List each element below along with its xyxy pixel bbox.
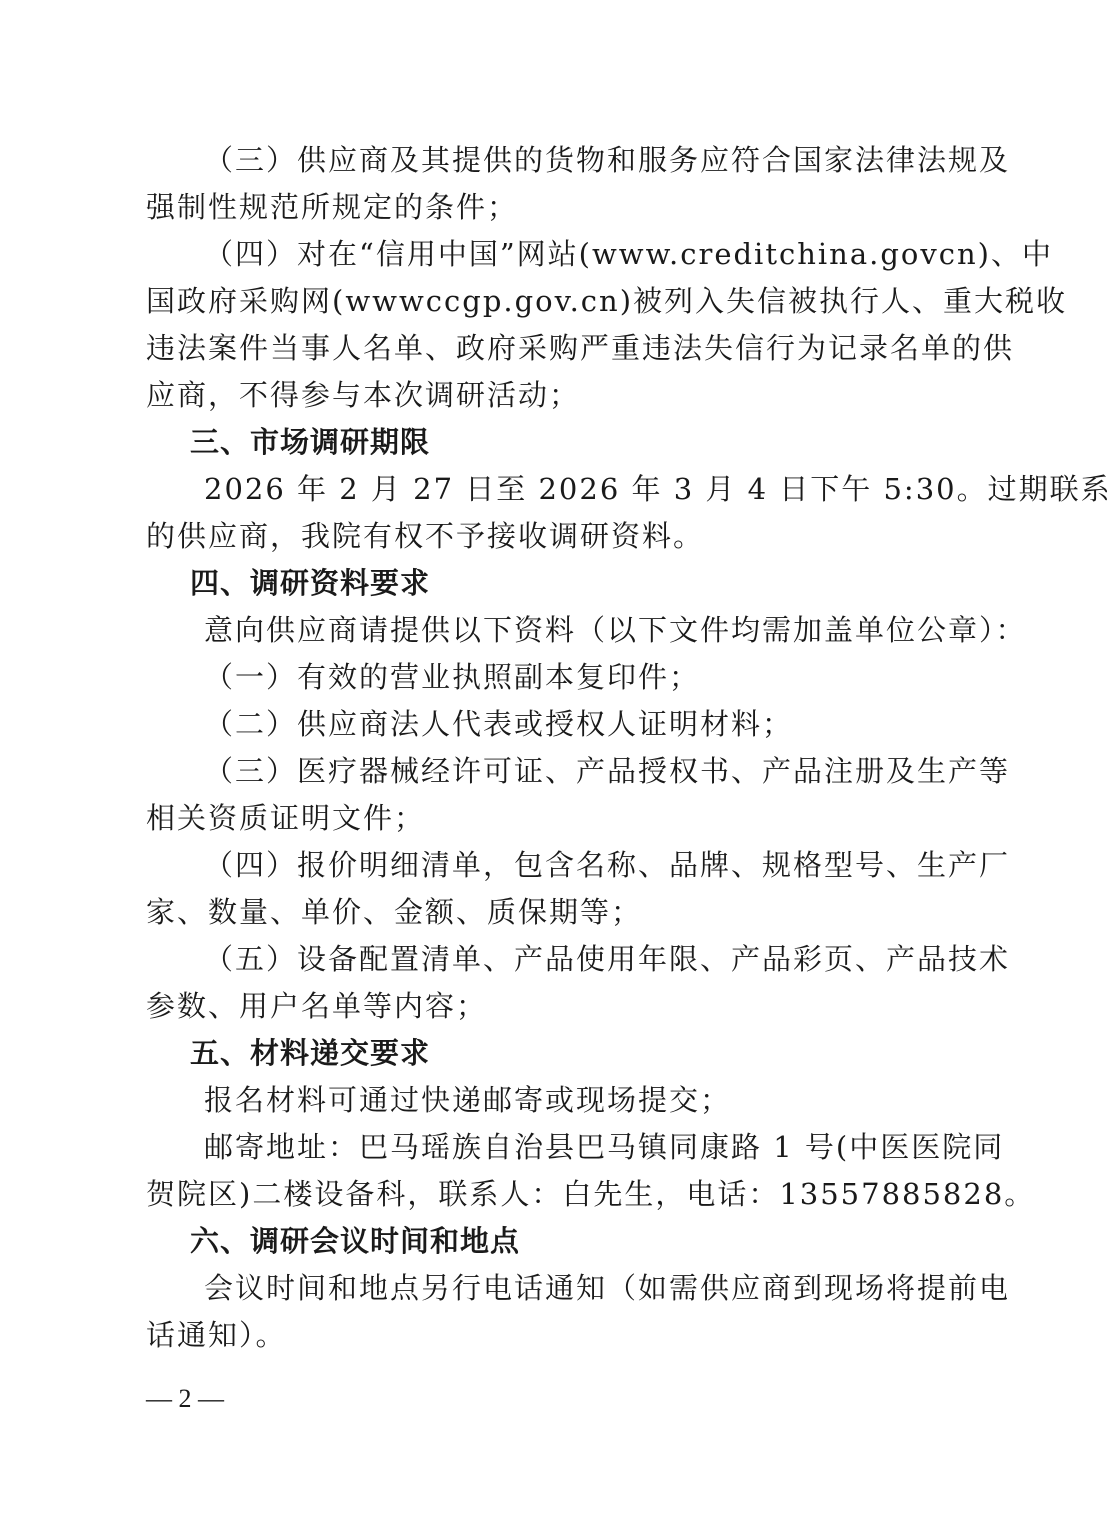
section-heading: 六、调研会议时间和地点 xyxy=(190,1224,521,1258)
paragraph-line: 家、数量、单价、金额、质保期等； xyxy=(146,895,643,929)
paragraph-line: 国政府采购网(wwwccgp.gov.cn)被列入失信被执行人、重大税收 xyxy=(146,284,1068,318)
paragraph-line: 会议时间和地点另行电话通知（如需供应商到现场将提前电 xyxy=(204,1271,1011,1305)
paragraph-line: 贺院区)二楼设备科，联系人：白先生，电话：13557885828。 xyxy=(146,1177,1036,1211)
section-heading: 三、市场调研期限 xyxy=(190,425,431,459)
paragraph-line: 邮寄地址：巴马瑶族自治县巴马镇同康路 1 号(中医医院同 xyxy=(204,1130,1005,1164)
paragraph-line: 报名材料可通过快递邮寄或现场提交； xyxy=(204,1083,732,1117)
paragraph-line: 意向供应商请提供以下资料（以下文件均需加盖单位公章）： xyxy=(204,613,1027,647)
paragraph-line: （四）对在“信用中国”网站(www.creditchina.govcn)、中 xyxy=(204,237,1053,271)
section-heading: 五、材料递交要求 xyxy=(190,1036,431,1070)
paragraph-line: （一）有效的营业执照副本复印件； xyxy=(204,660,701,694)
paragraph-line: 强制性规范所规定的条件； xyxy=(146,190,519,224)
paragraph-line: （五）设备配置清单、产品使用年限、产品彩页、产品技术 xyxy=(204,942,1011,976)
paragraph-line: （三）供应商及其提供的货物和服务应符合国家法律法规及 xyxy=(204,143,1011,177)
paragraph-line: 相关资质证明文件； xyxy=(146,801,426,835)
paragraph-line: 话通知）。 xyxy=(146,1318,287,1352)
paragraph-line: （四）报价明细清单，包含名称、品牌、规格型号、生产厂 xyxy=(204,848,1011,882)
paragraph-line: （二）供应商法人代表或授权人证明材料； xyxy=(204,707,794,741)
section-heading: 四、调研资料要求 xyxy=(190,566,431,600)
paragraph-line: 应商，不得参与本次调研活动； xyxy=(146,378,581,412)
paragraph-line: 的供应商，我院有权不予接收调研资料。 xyxy=(146,519,705,553)
page-number: — 2 — xyxy=(146,1384,224,1413)
paragraph-line: 违法案件当事人名单、政府采购严重违法失信行为记录名单的供 xyxy=(146,331,1015,365)
paragraph-line: （三）医疗器械经许可证、产品授权书、产品注册及生产等 xyxy=(204,754,1011,788)
paragraph-line: 2026 年 2 月 27 日至 2026 年 3 月 4 日下午 5:30。过期联系 xyxy=(204,472,1112,506)
paragraph-line: 参数、用户名单等内容； xyxy=(146,989,488,1023)
